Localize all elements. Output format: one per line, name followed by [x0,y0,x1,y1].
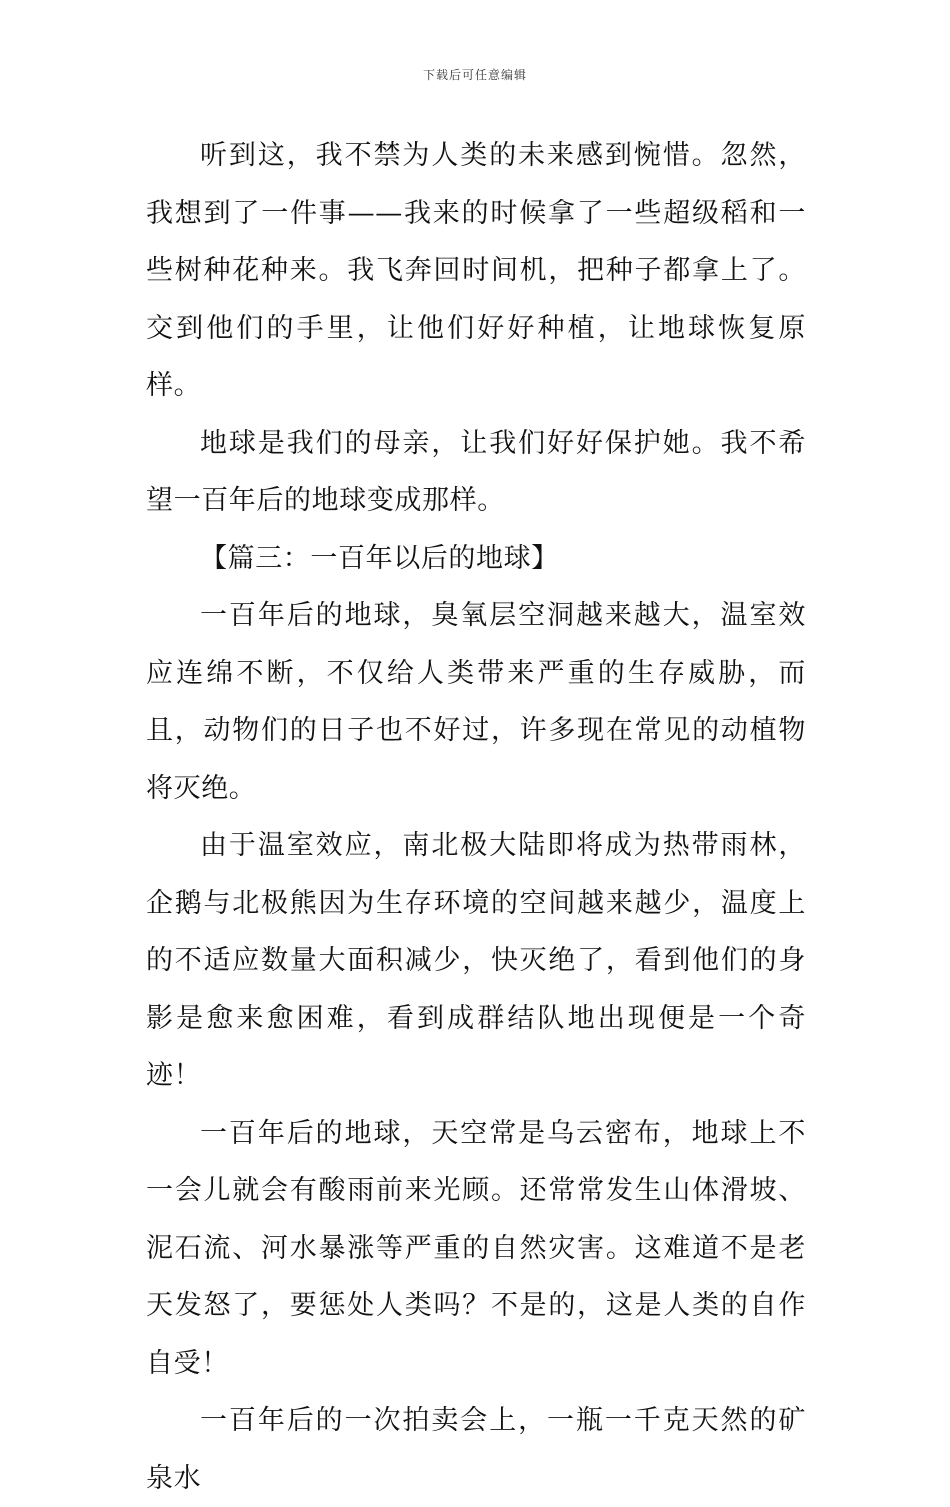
paragraph: 一百年后的地球，天空常是乌云密布，地球上不一会儿就会有酸雨前来光顾。还常常发生山体滑坡、泥石流、河水暴涨等严重的自然灾害。这难道不是老天发怒了，要惩处人类吗？不是的，这是人类的自作自受！ [146,1117,806,1379]
section-heading: 【篇三：一百年以后的地球】 [200,542,559,574]
document-body [146,127,806,1507]
header-note: 下载后可任意编辑 [422,68,527,82]
paragraph: 听到这，我不禁为人类的未来感到惋惜。忽然，我想到了一件事——我来的时候拿了一些超级稻和一些树种花种来。我飞奔回时间机，把种子都拿上了。交到他们的手里，让他们好好种植，让地球恢复原样。 [146,140,806,401]
paragraph: 由于温室效应，南北极大陆即将成为热带雨林，企鹅与北极熊因为生存环境的空间越来越少，温度上的不适应数量大面积减少，快灭绝了，看到他们的身影是愈来愈困难，看到成群结队地出现便是一个奇迹！ [146,830,806,1091]
paragraph: 一百年后的地球，臭氧层空洞越来越大，温室效应连绵不断，不仅给人类带来严重的生存威胁，而且，动物们的日子也不好过，许多现在常见的动植物将灭绝。 [146,600,806,804]
paragraph: 地球是我们的母亲，让我们好好保护她。我不希望一百年后的地球变成那样。 [146,427,806,516]
paragraph: 一百年后的一次拍卖会上，一瓶一千克天然的矿泉水 [146,1405,806,1494]
